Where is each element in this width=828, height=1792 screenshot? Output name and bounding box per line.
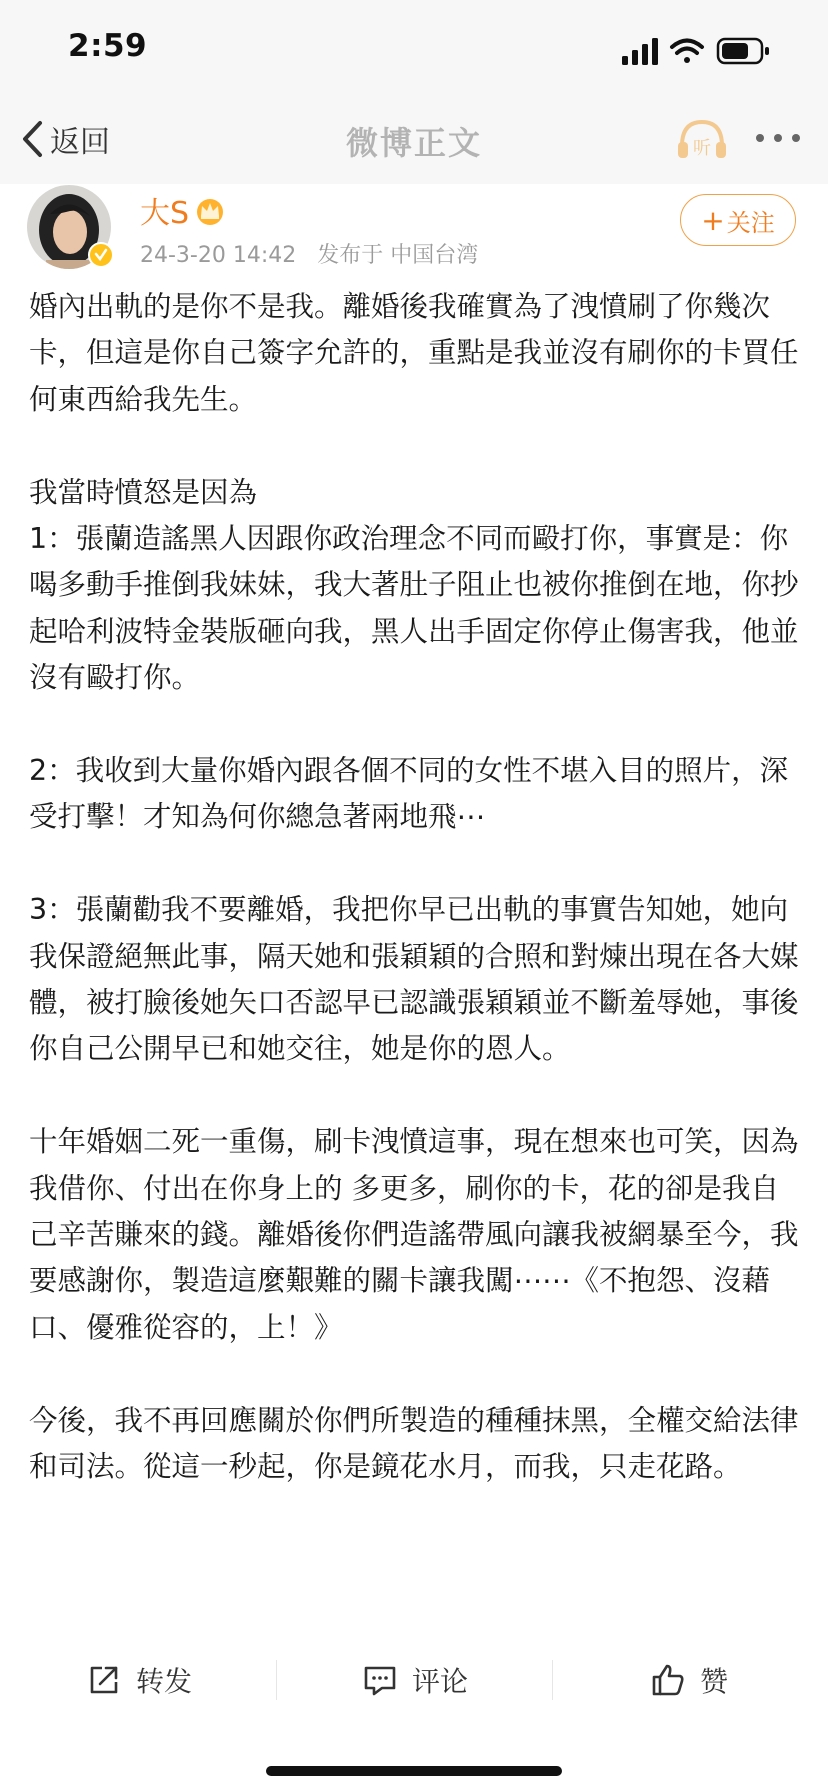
post-location: 发布于 中国台湾 bbox=[317, 243, 479, 268]
post-paragraph-6: 今後，我不再回應關於你們所製造的種種抹黑，全權交給法律和司法。從這一秒起，你是鏡花水月，而我，只走花路。 bbox=[29, 1403, 799, 1484]
crown-icon bbox=[193, 194, 227, 226]
status-time: 2:59 bbox=[68, 28, 148, 64]
post-paragraph-1: 婚內出軌的是你不是我。離婚後我確實為了洩憤刷了你幾次卡，但這是你自己簽字允許的，重點是我並沒有刷你的卡買任何東西給我先生。 bbox=[29, 290, 799, 416]
like-button[interactable] bbox=[650, 1658, 728, 1702]
nav-bar bbox=[0, 98, 828, 185]
more-icon[interactable] bbox=[752, 126, 804, 150]
paragraph-gap bbox=[29, 1351, 799, 1397]
thumbs-up-icon bbox=[650, 1662, 686, 1698]
share-icon bbox=[86, 1662, 122, 1698]
action-bar bbox=[0, 1630, 828, 1730]
post-paragraph-4: 3：張蘭勸我不要離婚，我把你早已出軌的事實告知她，她向我保證絕無此事，隔天她和張穎穎的合照和對煉出現在各大媒體，被打臉後她矢口否認早已認識張穎穎並不斷羞辱她，事後你自己公開早已和她交往，她是你的恩人。 bbox=[29, 893, 799, 1066]
post-paragraph-2: 我當時憤怒是因為 1：張蘭造謠黑人因跟你政治理念不同而毆打你，事實是：你喝多動手推倒我妹妹，我大著肚子阻止也被你推倒在地，你抄起哈利波特金裝版砸向我，黑人出手固定你停止傷害我，他並沒有毆打你。 bbox=[29, 475, 799, 695]
listen-button[interactable] bbox=[674, 116, 730, 162]
repost-label: 转发 bbox=[136, 1665, 193, 1698]
post-meta bbox=[140, 238, 492, 269]
follow-button[interactable] bbox=[680, 194, 796, 246]
divider bbox=[552, 1660, 553, 1700]
verified-badge-icon bbox=[88, 242, 114, 268]
post-timestamp: 24-3-20 14:42 bbox=[140, 243, 297, 268]
listen-label: 听 bbox=[693, 138, 711, 159]
headphones-icon bbox=[674, 116, 730, 162]
author-name-row bbox=[140, 188, 227, 232]
comment-label: 评论 bbox=[412, 1665, 469, 1698]
like-label: 赞 bbox=[700, 1665, 729, 1698]
paragraph-gap bbox=[29, 702, 799, 748]
post-paragraph-3: 2：我收到大量你婚內跟各個不同的女性不堪入目的照片，深受打擊！才知為何你總急著兩地飛⋯ bbox=[29, 754, 789, 834]
comment-icon bbox=[362, 1662, 398, 1698]
comment-button[interactable] bbox=[362, 1658, 468, 1702]
paragraph-gap bbox=[29, 841, 799, 887]
paragraph-gap bbox=[29, 1073, 799, 1119]
signal-icon bbox=[622, 38, 658, 65]
post-content bbox=[29, 284, 799, 1490]
repost-button[interactable] bbox=[86, 1658, 192, 1702]
status-icons bbox=[614, 34, 794, 68]
author-name[interactable]: 大S bbox=[140, 196, 190, 231]
wifi-icon bbox=[672, 41, 702, 64]
home-indicator bbox=[266, 1766, 562, 1776]
plus-icon: + bbox=[701, 203, 725, 237]
battery-icon bbox=[718, 39, 769, 63]
page-title: 微博正文 bbox=[345, 124, 482, 162]
author-row bbox=[0, 184, 828, 274]
post-paragraph-5: 十年婚姻二死一重傷，刷卡洩憤這事，現在想來也可笑，因為我借你、付出在你身上的 多更多，刷你的卡，花的卻是我自己辛苦賺來的錢。離婚後你們造謠帶風向讓我被網暴至今，我要感謝你，製造這麼艱難的關卡讓我闖⋯⋯《不抱怨、沒藉口、優雅從容的，上！》 bbox=[29, 1125, 799, 1344]
follow-label: 关注 bbox=[726, 208, 775, 237]
status-bar bbox=[0, 0, 828, 98]
divider bbox=[276, 1660, 277, 1700]
paragraph-gap bbox=[29, 423, 799, 469]
back-label: 返回 bbox=[50, 125, 110, 160]
